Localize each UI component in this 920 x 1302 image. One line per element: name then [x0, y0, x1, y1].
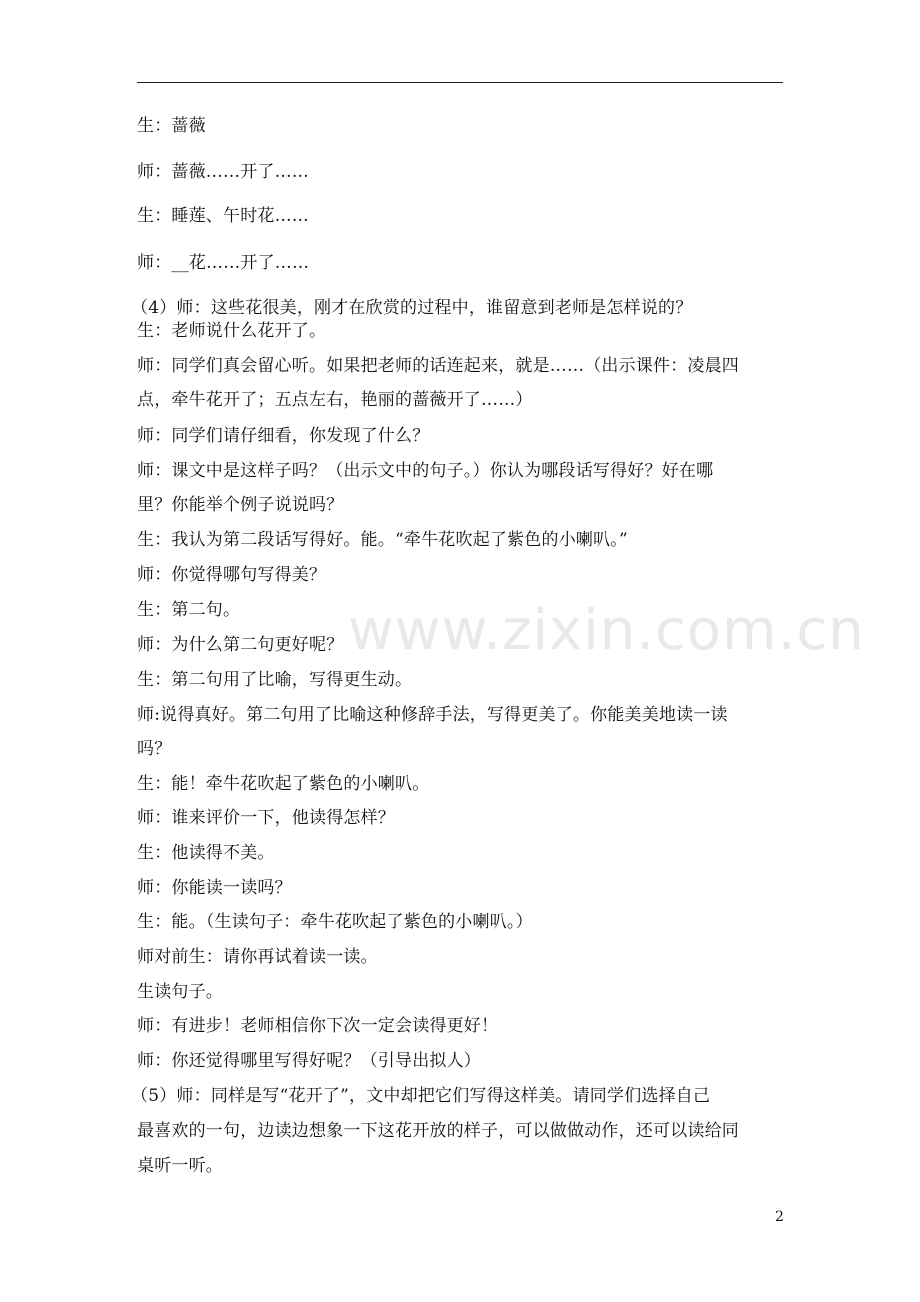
- text-line: 生：睡莲、午时花……: [137, 206, 309, 226]
- text-line: 师：你能读一读吗？: [137, 878, 292, 898]
- text-line: 吗？: [137, 739, 172, 759]
- text-line: 生：蔷薇: [137, 116, 206, 136]
- text-line: 生：第二句。: [137, 600, 241, 620]
- text-line: 生：他读得不美。: [137, 843, 275, 863]
- watermark: www.zixin.com.cn: [348, 598, 865, 663]
- text-line: 师：同学们真会留心听。如果把老师的话连起来，就是……（出示课件：凌晨四: [137, 356, 739, 376]
- text-line: 师:说得真好。第二句用了比喻这种修辞手法，写得更美了。你能美美地读一读: [137, 705, 728, 725]
- text-line: （5）师：同样是写“花开了”，文中却把它们写得这样美。请同学们选择自己: [131, 1086, 711, 1106]
- text-line: 桌听一听。: [137, 1156, 223, 1176]
- text-line: 里？你能举个例子说说吗？: [137, 495, 344, 515]
- text-line: 师：同学们请仔细看，你发现了什么？: [137, 426, 430, 446]
- text-line: 师：蔷薇……开了……: [137, 162, 309, 182]
- text-line: 生：我认为第二段话写得好。能。“牵牛花吹起了紫色的小喇叭。”: [137, 530, 628, 550]
- text-line: 生：能！牵牛花吹起了紫色的小喇叭。: [137, 774, 430, 794]
- text-line: 生读句子。: [137, 982, 223, 1002]
- text-line: 点，牵牛花开了；五点左右，艳丽的蔷薇开了……）: [137, 390, 533, 410]
- text-line: 师：你还觉得哪里写得好呢？（引导出拟人）: [137, 1051, 481, 1071]
- text-line: 师：课文中是这样子吗？（出示文中的句子。）你认为哪段话写得好？好在哪: [137, 461, 714, 481]
- page-number: 2: [775, 1209, 784, 1225]
- text-line: 师：__花……开了……: [137, 253, 310, 273]
- text-line: 生：第二句用了比喻，写得更生动。: [137, 670, 413, 690]
- text-line: 最喜欢的一句，边读边想象一下这花开放的样子，可以做做动作，还可以读给同: [137, 1121, 739, 1141]
- text-line: 师：为什么第二句更好呢？: [137, 635, 344, 655]
- text-line: 生：老师说什么花开了。: [137, 321, 327, 341]
- text-line: （4）师：这些花很美，刚才在欣赏的过程中，谁留意到老师是怎样说的？: [131, 298, 693, 318]
- text-line: 师：有进步！老师相信你下次一定会读得更好！: [137, 1016, 499, 1036]
- text-line: 生：能。（生读句子：牵牛花吹起了紫色的小喇叭。）: [137, 912, 533, 932]
- text-line: 师对前生：请你再试着读一读。: [137, 947, 378, 967]
- text-line: 师：谁来评价一下，他读得怎样？: [137, 808, 395, 828]
- header-rule: [137, 82, 783, 83]
- text-line: 师：你觉得哪句写得美？: [137, 565, 327, 585]
